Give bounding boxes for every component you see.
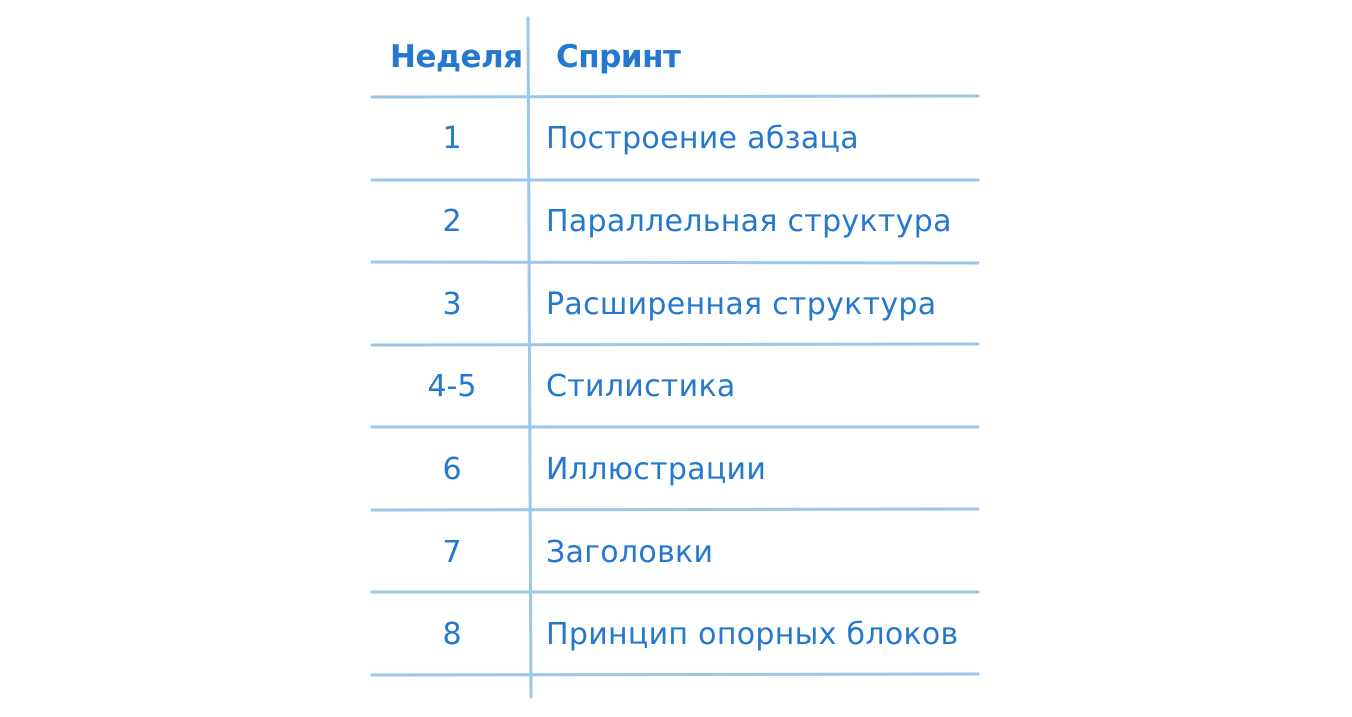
sprint-cell: Иллюстрации [546, 452, 767, 487]
row-divider [372, 344, 978, 345]
week-cell: 4-5 [427, 369, 477, 404]
sprint-cell: Стилистика [546, 369, 736, 404]
sprint-cell: Параллельная структура [546, 204, 952, 239]
column-divider [528, 18, 531, 697]
row-divider [372, 96, 978, 97]
week-cell: 2 [442, 204, 462, 239]
sprint-cell: Расширенная структура [546, 287, 937, 322]
row-divider [372, 674, 978, 675]
week-cell: 7 [442, 535, 462, 570]
week-cell: 3 [442, 287, 462, 322]
sprint-cell: Принцип опорных блоков [546, 617, 959, 652]
row-divider [372, 509, 978, 510]
column-header-sprint: Спринт [556, 39, 681, 75]
week-cell: 8 [442, 617, 462, 652]
sprint-cell: Заголовки [546, 535, 714, 570]
sprint-cell: Построение абзаца [546, 121, 859, 156]
week-cell: 1 [442, 121, 462, 156]
row-divider [372, 262, 978, 263]
week-cell: 6 [442, 452, 462, 487]
column-header-week: Неделя [390, 39, 523, 75]
